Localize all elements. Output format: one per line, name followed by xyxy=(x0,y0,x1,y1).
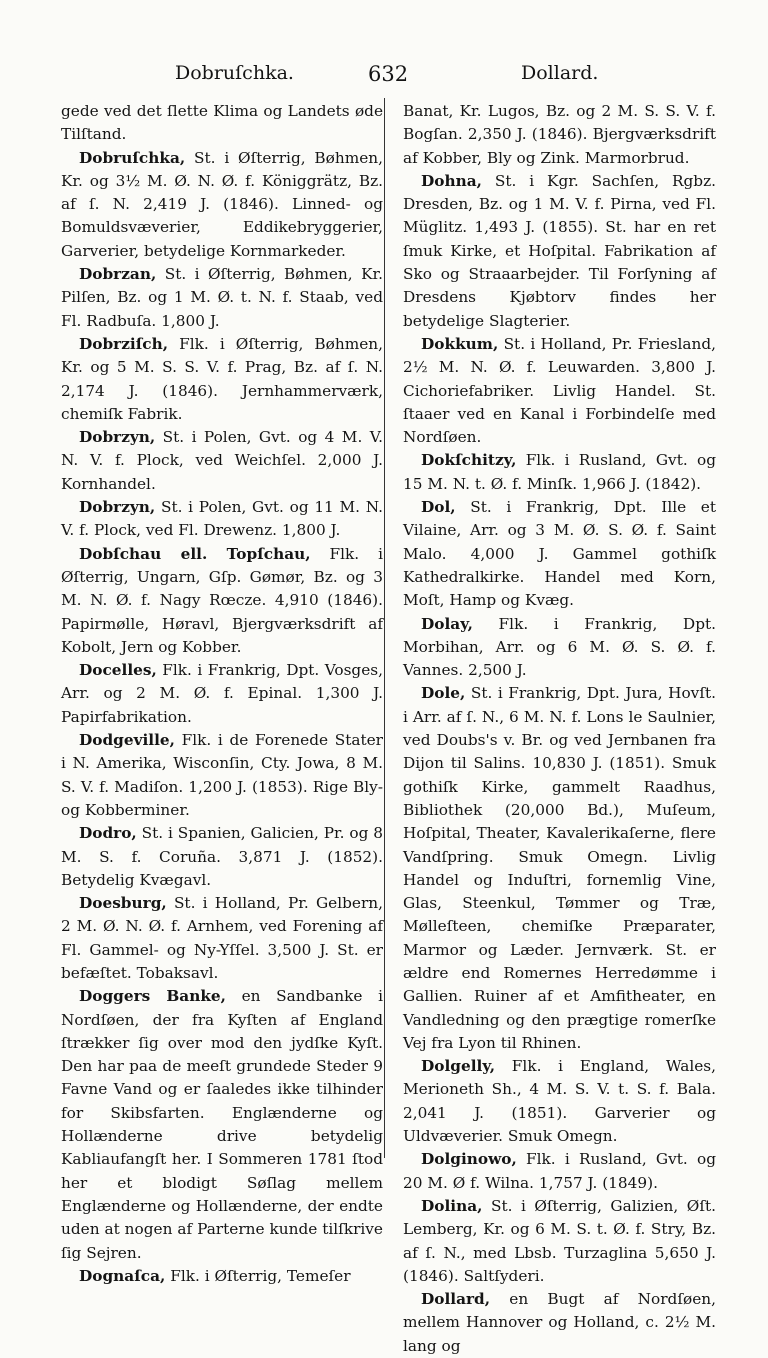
entry-headword: Docelles, xyxy=(79,661,157,680)
entry-headword: Dokkum, xyxy=(421,334,499,353)
entry-text: Flk. i Øſterrig, Bøhmen, Kr. og 5 M. S. S. V. f. Prag, Bz. af ſ. N. 2,174 J. (1846). Jernhammerværk, chemiſk Fabrik. xyxy=(61,334,383,423)
entry-text: St. i Frankrig, Dpt. Ille et Vilaine, Arr. og 3 M. Ø. S. Ø. f. Saint Malo. 4,000 J. Gammel gothiſk Kathedralkirke. Handel med Korn, Moſt, Hamp og Kvæg. xyxy=(403,498,716,610)
entry-text: St. i Kgr. Sachſen, Rgbz. Dresden, Bz. og 1 M. V. f. Pirna, ved Fl. Müglitz. 1,493 J. (1855). St. har en ret ſmuk Kirke, et Hoſpital. Fabrikation af Sko og Straaarbejder. Til Forſyning af Dresdens Kjøbtorv findes her betydelige Slagterier. xyxy=(403,171,716,330)
column-divider xyxy=(384,98,385,1158)
entry xyxy=(61,496,383,543)
entry-text: St. i Holland, Pr. Gelbern, 2 M. Ø. N. Ø. f. Arnhem, ved Forening af Fl. Gammel- og Ny-Yſſel. 3,500 J. St. er befæſtet. Tobaksavl. xyxy=(61,894,383,982)
entry-text: Flk. i Rusland, Gvt. og 15 M. N. t. Ø. f. Minſk. 1,966 J. (1842). xyxy=(403,451,716,493)
running-head-left: Dobruſchka. xyxy=(175,62,294,84)
entry xyxy=(61,100,383,147)
entry-text: Flk. i Øſterrig, Ungarn, Gſp. Gømør, Bz. og 3 M. N. Ø. f. Nagy Rœcze. 4,910 (1846). Papirmølle, Høravl, Bjergværksdrift af Kobolt, Jern og Kobber. xyxy=(61,544,383,656)
entry xyxy=(61,263,383,333)
entry-headword: Dodgeville, xyxy=(79,731,175,750)
entry-text: St. i Øſterrig, Bøhmen, Kr. Pilſen, Bz. og 1 M. Ø. t. N. f. Staab, ved Fl. Radbuſa. 1,800 J. xyxy=(61,265,383,330)
entry xyxy=(61,985,383,1265)
entry xyxy=(61,147,383,263)
entry-text: Flk. i England, Wales, Merioneth Sh., 4 M. S. V. t. S. f. Bala. 2,041 J. (1851). Garverier og Uldvæverier. Smuk Omegn. xyxy=(403,1057,716,1146)
entry xyxy=(403,170,716,333)
entry-text: St. i Frankrig, Dpt. Jura, Hovſt. i Arr. af ſ. N., 6 M. N. f. Lons le Saulnier, ved Doubs's v. Br. og ved Jernbanen fra Dijon til Salins. 10,830 J. (1851). Smuk gothiſk Kirke, gammelt Raadhus, Bibliothek (20,000 Bd.), Muſeum, Hoſpital, Theater, Kavalerikaſerne, flere Vandſpring. Smuk Omegn. Livlig Handel og Induſtri, fornemlig Vine, Glas, Steenkul, Tømmer og Træ, Mølleſteen, chemiſke Præparater, Marmor og Læder. Jernværk. St. er ældre end Romernes Herredømme i Gallien. Ruiner af et Amfitheater, en Vandledning og den prægtige romerſke Vej fra Lyon til Rhinen. xyxy=(403,684,716,1052)
entry-text: St. i Polen, Gvt. og 11 M. N. V. f. Plock, ved Fl. Drewenz. 1,800 J. xyxy=(61,498,383,540)
entry-headword: Dobrziſch, xyxy=(79,334,169,353)
entry-text: en Sandbanke i Nordſøen, der fra Kyſten af England ſtrækker ſig over mod den jydſke Kyſt. Den har paa de meeſt grundede Steder 9 Favne Vand og er ſaaledes ikke tilhinder for Skibsfarten. Englænderne og Hollænderne drive betydelig Kabliaufangſt her. I Sommeren 1781 ſtod her et blodigt Søſlag mellem Englænderne og Hollænderne, der endte uden at nogen af Parterne kunde tilſkrive ſig Sejren. xyxy=(61,987,383,1262)
entry xyxy=(403,1055,716,1148)
entry-headword: Dodro, xyxy=(79,824,137,843)
entry-text: St. i Spanien, Galicien, Pr. og 8 M. S. f. Coruña. 3,871 J. (1852). Betydelig Kvægavl. xyxy=(61,824,383,889)
entry-headword: Dobruſchka, xyxy=(79,148,186,167)
left-column xyxy=(61,100,383,1288)
entry-text: St. i Polen, Gvt. og 4 M. V. N. V. f. Plock, ved Weichſel. 2,000 J. Kornhandel. xyxy=(61,428,383,493)
entry xyxy=(403,333,716,449)
right-column xyxy=(403,100,716,1358)
entry xyxy=(403,1195,716,1288)
entry-text: St. i Øſterrig, Galizien, Øſt. Lemberg, Kr. og 6 M. S. t. Ø. f. Stry, Bz. af ſ. N., med Lbsb. Turzaglina 5,650 J. (1846). Saltſyderi. xyxy=(403,1196,716,1285)
entry-headword: Dobrzyn, xyxy=(79,498,156,517)
entry xyxy=(61,543,383,659)
entry xyxy=(403,100,716,170)
entry xyxy=(61,729,383,822)
entry-headword: Dolgelly, xyxy=(421,1057,496,1076)
entry-text: Flk. i Rusland, Gvt. og 20 M. Ø f. Wilna. 1,757 J. (1849). xyxy=(403,1150,716,1192)
entry-text: Flk. i Frankrig, Dpt. Vosges, Arr. og 2 M. Ø. f. Epinal. 1,300 J. Papirfabrikation. xyxy=(61,661,383,726)
entry-headword: Dol, xyxy=(421,498,456,517)
running-head-right: Dollard. xyxy=(521,62,599,84)
entry-text: St. i Øſterrig, Bøhmen, Kr. og 3½ M. Ø. N. Ø. f. Königgrätz, Bz. af ſ. N. 2,419 J. (1846). Linned- og Bomuldsvæverier, Eddikebryggerier, Garverier, betydelige Kornmarkeder. xyxy=(61,148,383,260)
entry-headword: Dollard, xyxy=(421,1290,491,1309)
entry-headword: Dole, xyxy=(421,684,466,703)
page-number: 632 xyxy=(368,62,409,86)
entry-headword: Dolina, xyxy=(421,1196,483,1215)
entry-text: St. i Holland, Pr. Friesland, 2½ M. N. Ø. f. Leuwarden. 3,800 J. Cichoriefabriker. Livlig Handel. St. ſtaaer ved en Kanal i Forbindelſe med Nordſøen. xyxy=(403,334,716,447)
entry xyxy=(61,822,383,892)
entry xyxy=(403,1148,716,1195)
entry xyxy=(61,659,383,729)
entry-text: Banat, Kr. Lugos, Bz. og 2 M. S. S. V. f. Bogſan. 2,350 J. (1846). Bjergværksdrift af Kobber, Bly og Zink. Marmorbrud. xyxy=(403,102,716,167)
entry-headword: Doggers Banke, xyxy=(79,987,226,1006)
entry xyxy=(61,333,383,426)
entry-headword: Dokſchitzy, xyxy=(421,451,517,470)
entry-text: en Bugt af Nordſøen, mellem Hannover og Holland, c. 2½ M. lang og xyxy=(403,1290,716,1355)
entry xyxy=(61,892,383,985)
entry xyxy=(61,426,383,496)
entry xyxy=(403,613,716,683)
entry-text: Flk. i de Forenede Stater i N. Amerika, Wisconſin, Cty. Jowa, 8 M. S. V. f. Madiſon. 1,200 J. (1853). Rige Bly- og Kobberminer. xyxy=(61,731,383,819)
entry-headword: Dohna, xyxy=(421,171,482,190)
entry xyxy=(403,1288,716,1358)
entry-headword: Doesburg, xyxy=(79,894,167,913)
entry-headword: Dognaſca, xyxy=(79,1266,166,1285)
entry-headword: Dolay, xyxy=(421,614,473,633)
entry-text: Flk. i Øſterrig, Temeſer xyxy=(165,1266,351,1285)
entry-headword: Dobrzyn, xyxy=(79,428,156,447)
entry-headword: Dobſchau ell. Topſchau, xyxy=(79,544,311,563)
entry xyxy=(403,449,716,496)
entry xyxy=(403,496,716,612)
entry-headword: Dolginowo, xyxy=(421,1150,517,1169)
entry-text: Flk. i Frankrig, Dpt. Morbihan, Arr. og 6 M. Ø. S. Ø. f. Vannes. 2,500 J. xyxy=(403,614,716,680)
entry xyxy=(61,1265,383,1288)
entry-text: gede ved det ſlette Klima og Landets øde Tilſtand. xyxy=(61,102,383,144)
entry-headword: Dobrzan, xyxy=(79,265,157,284)
entry xyxy=(403,682,716,1055)
